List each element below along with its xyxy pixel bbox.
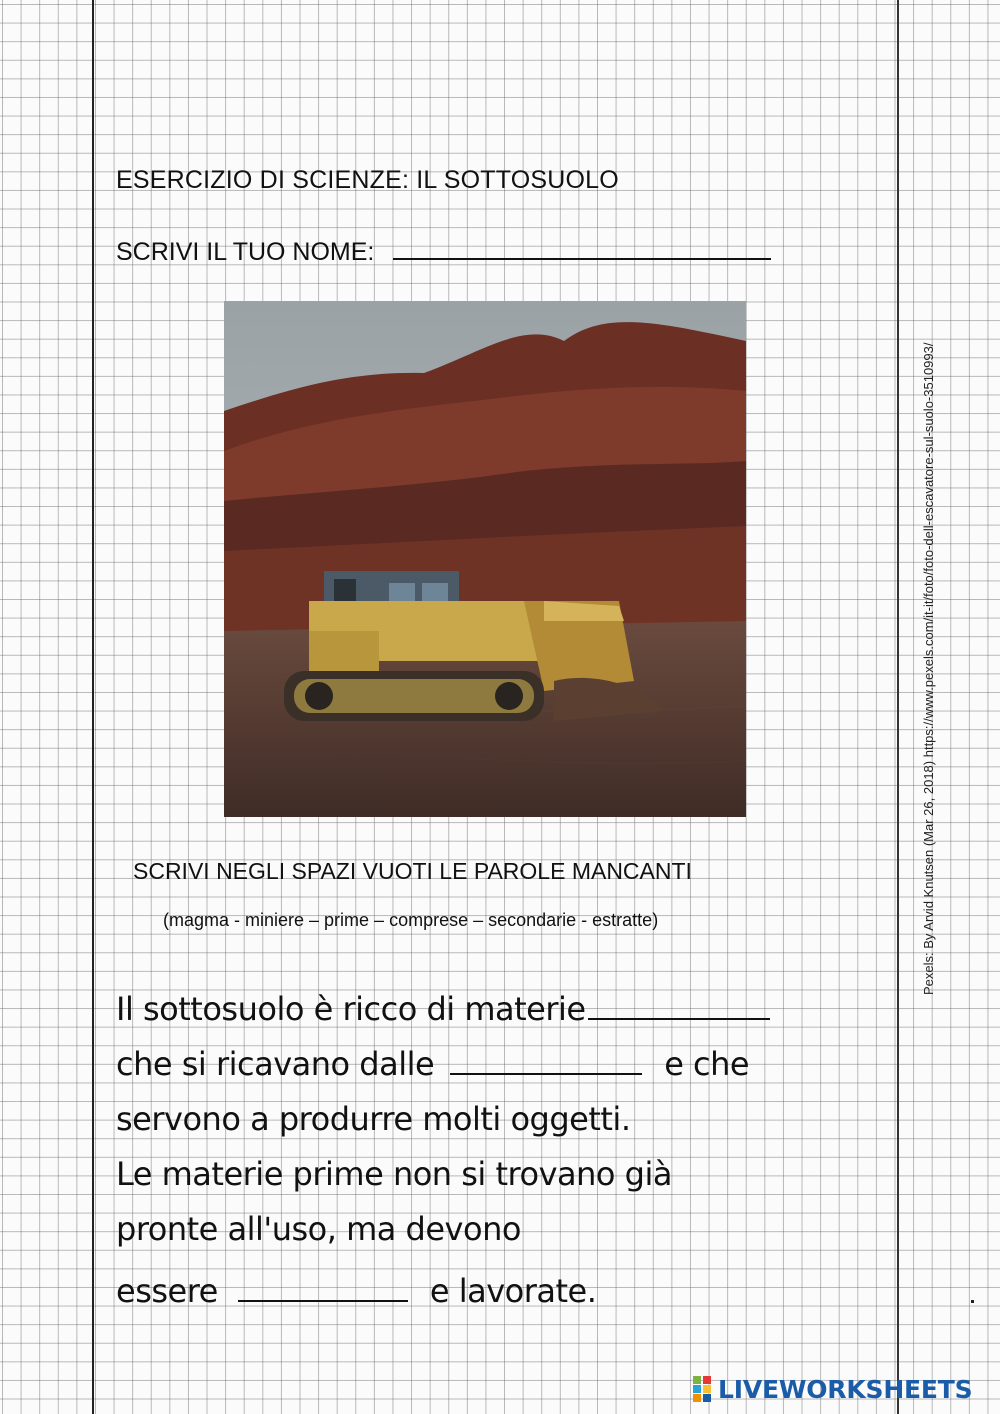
text-line-3: servono a produrre molti oggetti. bbox=[116, 1100, 631, 1138]
bulldozer-photo bbox=[224, 301, 746, 817]
name-input-blank[interactable] bbox=[393, 257, 771, 260]
brand-name: LIVEWORKSHEETS bbox=[718, 1374, 973, 1404]
photo-credit: Pexels: By Arvid Knutsen (Mar 26, 2018) https://www.pexels.com/it-it/foto/foto-dell-escavatore-sul-suolo-3510993/ bbox=[921, 342, 936, 995]
notebook-margin-line-left bbox=[92, 0, 94, 1414]
name-prompt: SCRIVI IL TUO NOME: bbox=[116, 238, 375, 266]
blank-input-3[interactable] bbox=[238, 1299, 408, 1302]
text-line-6: essere e lavorate. bbox=[116, 1272, 597, 1310]
word-options: (magma - miniere – prime – comprese – secondarie - estratte) bbox=[163, 910, 659, 930]
name-row bbox=[116, 238, 771, 267]
text-line-1: Il sottosuolo è ricco di materie bbox=[116, 990, 770, 1028]
text-line-4: Le materie prime non si trovano già bbox=[116, 1155, 672, 1193]
instruction-text: SCRIVI NEGLI SPAZI VUOTI LE PAROLE MANCANTI bbox=[133, 858, 692, 884]
liveworksheets-logo-icon bbox=[692, 1374, 714, 1404]
text-line-5: pronte all'uso, ma devono bbox=[116, 1210, 521, 1248]
liveworksheets-brand bbox=[692, 1374, 972, 1404]
worksheet-title: ESERCIZIO DI SCIENZE: IL SOTTOSUOLO bbox=[116, 166, 619, 194]
notebook-margin-line-right bbox=[897, 0, 899, 1414]
stray-dot bbox=[971, 1300, 974, 1303]
blank-input-1[interactable] bbox=[588, 1017, 770, 1020]
text-line-2: che si ricavano dalle e che bbox=[116, 1045, 750, 1083]
blank-input-2[interactable] bbox=[450, 1072, 642, 1075]
